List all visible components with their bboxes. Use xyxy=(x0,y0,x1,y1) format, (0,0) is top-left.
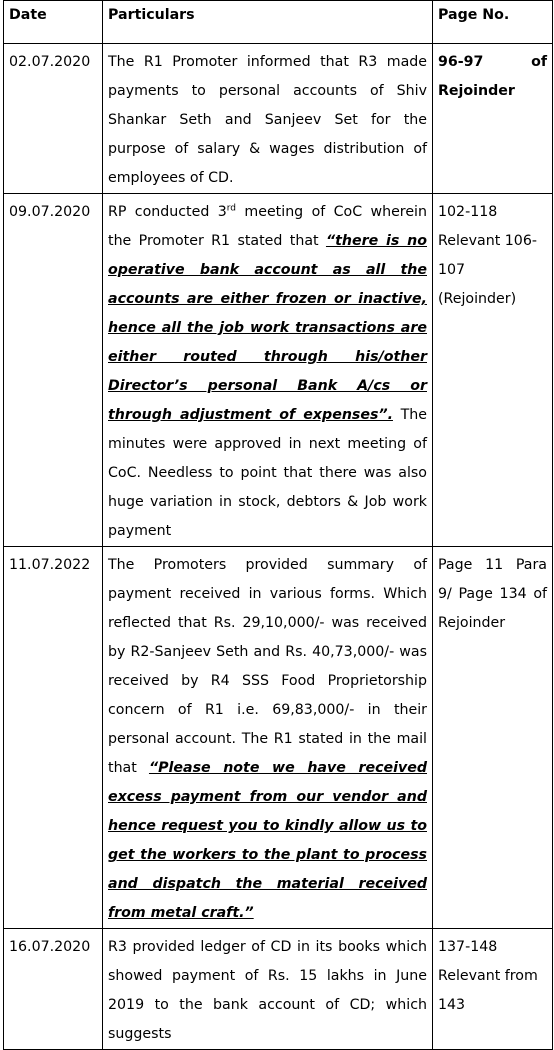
table-row xyxy=(4,929,553,1050)
particulars-pre: The Promoters provided summary of payment received in various forms. Which reflected that Rs. 29,10,000/- was received by R2-Sanjeev Seth and Rs. 40,73,000/- was received by R4 SSS Food Proprietorship concern of R1 i.e. 69,83,000/- in their personal account. The R1 stated in the mail that xyxy=(108,557,427,776)
row-page xyxy=(433,929,553,1050)
row-particulars xyxy=(103,929,433,1050)
header-page-no: Page No. xyxy=(433,1,553,44)
ordinal-suffix: rd xyxy=(226,203,237,214)
particulars-pre: RP conducted 3 xyxy=(108,204,227,220)
table-row xyxy=(4,194,553,547)
row-particulars xyxy=(103,547,433,929)
header-date: Date xyxy=(4,1,103,44)
row-date: 16.07.2020 xyxy=(4,929,103,1050)
header-particulars: Particulars xyxy=(103,1,433,44)
row-date: 09.07.2020 xyxy=(4,194,103,547)
events-table xyxy=(3,0,553,1050)
header-row xyxy=(4,1,553,44)
row-date: 11.07.2022 xyxy=(4,547,103,929)
page-range: 96-97 xyxy=(438,54,484,70)
row-particulars xyxy=(103,194,433,547)
row-page xyxy=(433,44,553,194)
row-page xyxy=(433,194,553,547)
page-ref: Page 11 Para 9/ Page 134 of Rejoinder xyxy=(438,557,547,631)
table-row xyxy=(4,547,553,929)
quoted-statement: “Please note we have received excess payment from our vendor and hence request you to kindly allow us to get the workers to the plant to process and dispatch the material received from metal craft.” xyxy=(108,760,427,921)
page-ref: 102-118 Relevant 106-107 (Rejoinder) xyxy=(438,204,537,307)
particulars-post: The minutes were approved in next meeting of CoC. Needless to point that there was also huge variation in stock, debtors & Job work payment xyxy=(108,407,427,539)
page-of: of xyxy=(531,54,547,70)
page-doc: Rejoinder xyxy=(438,83,515,99)
row-page xyxy=(433,547,553,929)
page-ref: 137-148 Relevant from 143 xyxy=(438,939,538,1013)
quoted-statement: “there is no operative bank account as all the accounts are either frozen or inactive, hence all the job work transactions are either routed through his/other Director’s personal Bank A/cs or through adjustment of expenses”. xyxy=(108,233,428,423)
particulars-text: The R1 Promoter informed that R3 made payments to personal accounts of Shiv Shankar Seth and Sanjeev Set for the purpose of salary & wages distribution of employees of CD. xyxy=(108,54,427,186)
particulars-mid: meeting of CoC wherein the Promoter R1 stated that xyxy=(108,204,427,249)
row-particulars xyxy=(103,44,433,194)
particulars-text: R3 provided ledger of CD in its books which showed payment of Rs. 15 lakhs in June 2019 to the bank account of CD; which suggests xyxy=(108,939,427,1042)
row-date: 02.07.2020 xyxy=(4,44,103,194)
table-row xyxy=(4,44,553,194)
page-ref-line xyxy=(438,48,547,77)
